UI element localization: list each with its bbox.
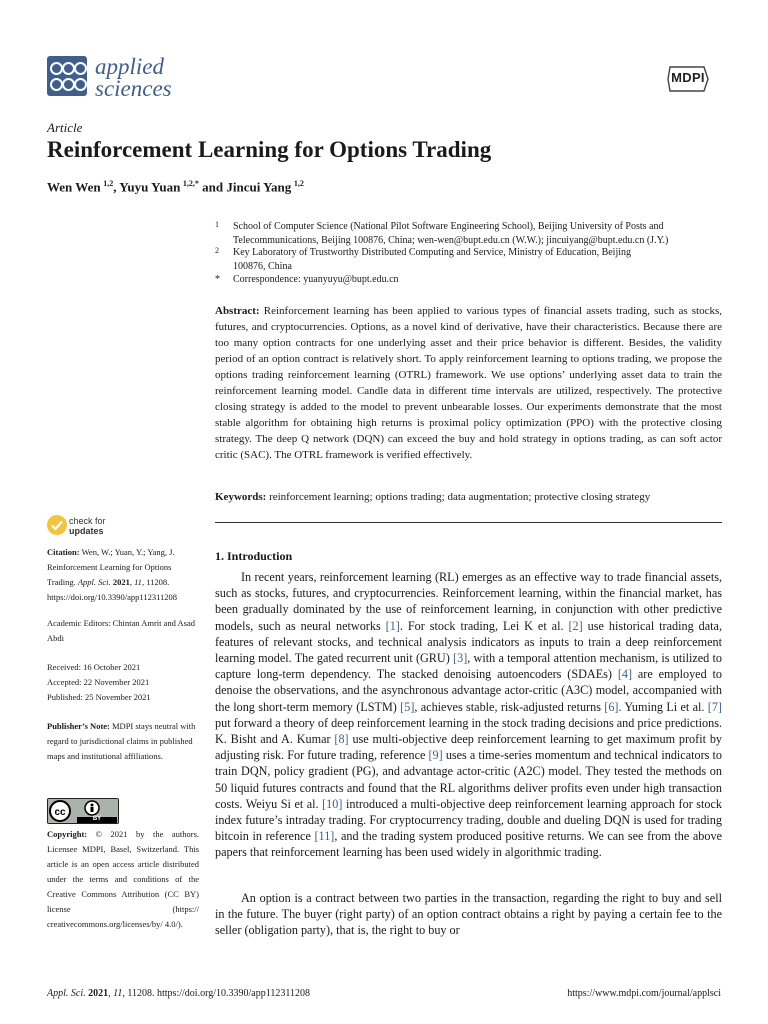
publisher-logo[interactable] xyxy=(666,64,710,94)
footer-citation: Appl. Sci. 2021, 11, 11208. https://doi.org/10.3390/app112311208 xyxy=(47,988,310,999)
published-date: Published: 25 November 2021 xyxy=(47,692,151,702)
citation-ref-link[interactable]: [4] xyxy=(617,667,633,682)
article-type: Article xyxy=(47,120,83,135)
publisher-note-text: MDPI stays neutral with regard to jurisdictional claims in published maps and institutional affiliations. xyxy=(47,721,196,761)
citation-ref-link[interactable]: [5] xyxy=(400,699,415,714)
citation-ref-link[interactable]: [2] xyxy=(568,618,583,633)
citation-ref-link[interactable]: [1] xyxy=(385,618,400,633)
journal-name xyxy=(95,56,172,100)
check-updates-icon xyxy=(47,515,67,535)
affiliation-mark: 1 xyxy=(215,220,219,229)
citation-ref-link[interactable]: [9] xyxy=(428,748,443,763)
check-updates-line1: check for xyxy=(69,516,106,526)
citation-ref-link[interactable]: [6] xyxy=(604,699,619,714)
author-name[interactable]: Yuyu Yuan xyxy=(119,179,181,195)
keywords-label: Keywords: xyxy=(215,491,267,503)
footer-journal: Appl. Sci. xyxy=(47,988,86,999)
svg-text:cc: cc xyxy=(54,807,66,818)
citation-ref-link[interactable]: [10] xyxy=(322,796,343,811)
citation-volume: 11 xyxy=(134,577,142,587)
check-for-updates-button[interactable] xyxy=(47,515,106,536)
journal-name-line1: applied xyxy=(95,54,164,79)
body-paragraph: In recent years, reinforcement learning (RL) emerges as an effective way to trade financial assets, such as stocks, futures, and cryptocurrencies. Reinforcement learning, within the financial market, has been gradually dominated by the use of reinforcement learning, in conjunction with other predictive models, such as neural networks [1]. For stock trading, Lei K et al. [2] use historical trading data, features of relevant stocks, and technical analysis indicators as inputs to train a deep reinforcement learning model. The gated recurrent unit (GRU) [3], with a temporal attention mechanism, is utilized to capture long-term dependency. The stacked denoising autoencoders (SDAEs) [4] are employed to denoise the observations, and the asynchronous advantage actor-critic (A3C) model, accompanied with the long short-term memory (LSTM) [5], achieves stable, risk-adjusted returns [6]. Yuming Li et al. [7] put forward a theory of deep reinforcement learning in the stock trading decisions and price predictions. K. Bisht and A. Kumar [8] use multi-objective deep reinforcement learning to get maximum profit by adjusting risk. For future trading, reference [9] uses a time-series momentum and technical indicators to train DQN, policy gradient (PG), and advantage actor-critic (A2C) model. They tested the methods on 50 liquid futures contracts and found that the RL algorithms deliver profits even under high transaction costs. Weiyu Si et al. [10] introduced a multi-objective deep reinforcement learning approach for stock index future’s intraday trading. For cryptocurrency trading, double and dueling DQN is used for trading bitcoin in reference [11], and the trading system produced positive returns. We can see from the above papers that reinforcement learning has been used widely in algorithmic trading. xyxy=(215,570,723,860)
citation-ref-link[interactable]: [3] xyxy=(453,651,468,666)
accepted-date: Accepted: 22 November 2021 xyxy=(47,677,150,687)
check-updates-label xyxy=(69,516,106,536)
footer-doi-link[interactable]: , 11208. https://doi.org/10.3390/app112311208 xyxy=(122,988,310,999)
affiliation-mark: * xyxy=(215,274,220,285)
abstract xyxy=(215,303,722,463)
abstract-text: Reinforcement learning has been applied to various types of financial assets trading, such as stocks, futures, and cryptocurrencies. Options, as a novel kind of derivative, have their characteristics. Because there are too many option contracts for one underlying asset and their price behavior is different. Besides, the validity period of an option contract is relatively short. To apply reinforcement learning to options trading, we propose the options trading reinforcement learning (OTRL) framework. We use options’ underlying asset data to train the reinforcement learning model. Candle data in different time intervals are utilized, respectively. The protective closing strategy is added to the model to prevent unbearable losses. Our experiments demonstrate that the most stable algorithm for obtaining high returns is proximal policy optimization (PPO) with the protective closing strategy. The deep Q network (DQN) can exceed the buy and hold strategy in options trading, as can soft actor critic (SAC). The OTRL framework is verified effectively. xyxy=(215,305,723,461)
author-name[interactable]: Wen Wen xyxy=(47,179,101,195)
journal-logo-icon xyxy=(47,56,87,96)
cc-by-license-badge[interactable] xyxy=(47,798,119,824)
correspondence: Correspondence: yuanyuyu@bupt.edu.cn xyxy=(233,274,399,285)
affiliation-text: School of Computer Science (National Pilot Software Engineering School), Beijing University of Posts and Telecommunications, Beijing 100876, China; wen-wen@bupt.edu.cn (W.W.); jincuiyang@bupt.edu.cn (J.Y.) xyxy=(233,221,669,246)
author-list: Wen Wen $^{1,2}$, Yuyu Yuan $^{1,2,*}$ and Jincui Yang $^{1,2}$ xyxy=(47,179,304,195)
citation-year: 2021 xyxy=(112,577,130,587)
citation-ref-link[interactable]: [7] xyxy=(707,699,722,714)
copyright-text: © 2021 by the authors. Licensee MDPI, Basel, Switzerland. This article is an open access article distributed under the terms and conditions of the Creative Commons Attribution (CC BY) license (https:// creativecommons.org/licenses/by/ 4.0/). xyxy=(47,829,200,929)
citation-ref-link[interactable]: [8] xyxy=(334,732,349,747)
check-updates-line2: updates xyxy=(69,526,104,536)
abstract-label: Abstract: xyxy=(215,305,260,317)
article-title: Reinforcement Learning for Options Trading xyxy=(47,137,492,162)
academic-editors: Academic Editors: Chintan Amrit and Asad Abdi xyxy=(47,618,196,643)
journal-name-line2: sciences xyxy=(95,76,172,101)
copyright xyxy=(47,827,199,932)
citation-text: Wen, W.; Yuan, Y.; Yang, J. Reinforcement Learning for Options Trading. xyxy=(47,547,175,587)
citation-doi-link[interactable]: , 11208. https://doi.org/10.3390/app112311208 xyxy=(47,577,178,602)
journal-logo[interactable] xyxy=(47,54,172,101)
footer-year: 2021 xyxy=(88,988,109,999)
citation-journal: Appl. Sci. xyxy=(77,577,111,587)
section-heading: 1. Introduction xyxy=(215,549,293,563)
author-name[interactable]: Jincui Yang xyxy=(226,179,292,195)
section-divider xyxy=(215,522,722,523)
copyright-label: Copyright: xyxy=(47,829,88,839)
cc-badge-label: BY xyxy=(92,816,102,822)
citation-ref-link[interactable]: [11] xyxy=(314,829,335,844)
affiliation-text: Key Laboratory of Trustworthy Distributed Computing and Service, Ministry of Education, Beijing 100876, China xyxy=(233,247,632,272)
journal-url-link[interactable]: https://www.mdpi.com/journal/applsci xyxy=(567,988,721,999)
author-affiliation-sup: 1,2,* xyxy=(182,179,199,188)
keywords-text: reinforcement learning; options trading; data augmentation; protective closing strategy xyxy=(269,491,651,503)
author-affiliation-sup: 1,2 xyxy=(293,179,304,188)
publisher-name: MDPI xyxy=(671,70,705,85)
publisher-note xyxy=(47,719,199,764)
footer-volume: 11 xyxy=(113,988,123,999)
affiliation-mark: 2 xyxy=(215,246,219,255)
body-paragraph: An option is a contract between two parties in the transaction, regarding the right to buy and sell in the future. The buyer (right party) of an option contract obtains a right by paying a certain fee to the seller (obligation party), that is, the right to buy or xyxy=(215,891,722,938)
publisher-note-label: Publisher’s Note: xyxy=(47,721,110,731)
keywords xyxy=(215,489,722,505)
citation-label: Citation: xyxy=(47,547,80,557)
author-affiliation-sup: 1,2 xyxy=(103,179,114,188)
citation: Citation: Wen, W.; Yuan, Y.; Yang, J. Reinforcement Learning for Options Trading. Appl. Sci. 2021, 11, 11208. https://doi.org/10.3390/app112311208 xyxy=(47,547,178,602)
received-date: Received: 16 October 2021 xyxy=(47,662,141,672)
